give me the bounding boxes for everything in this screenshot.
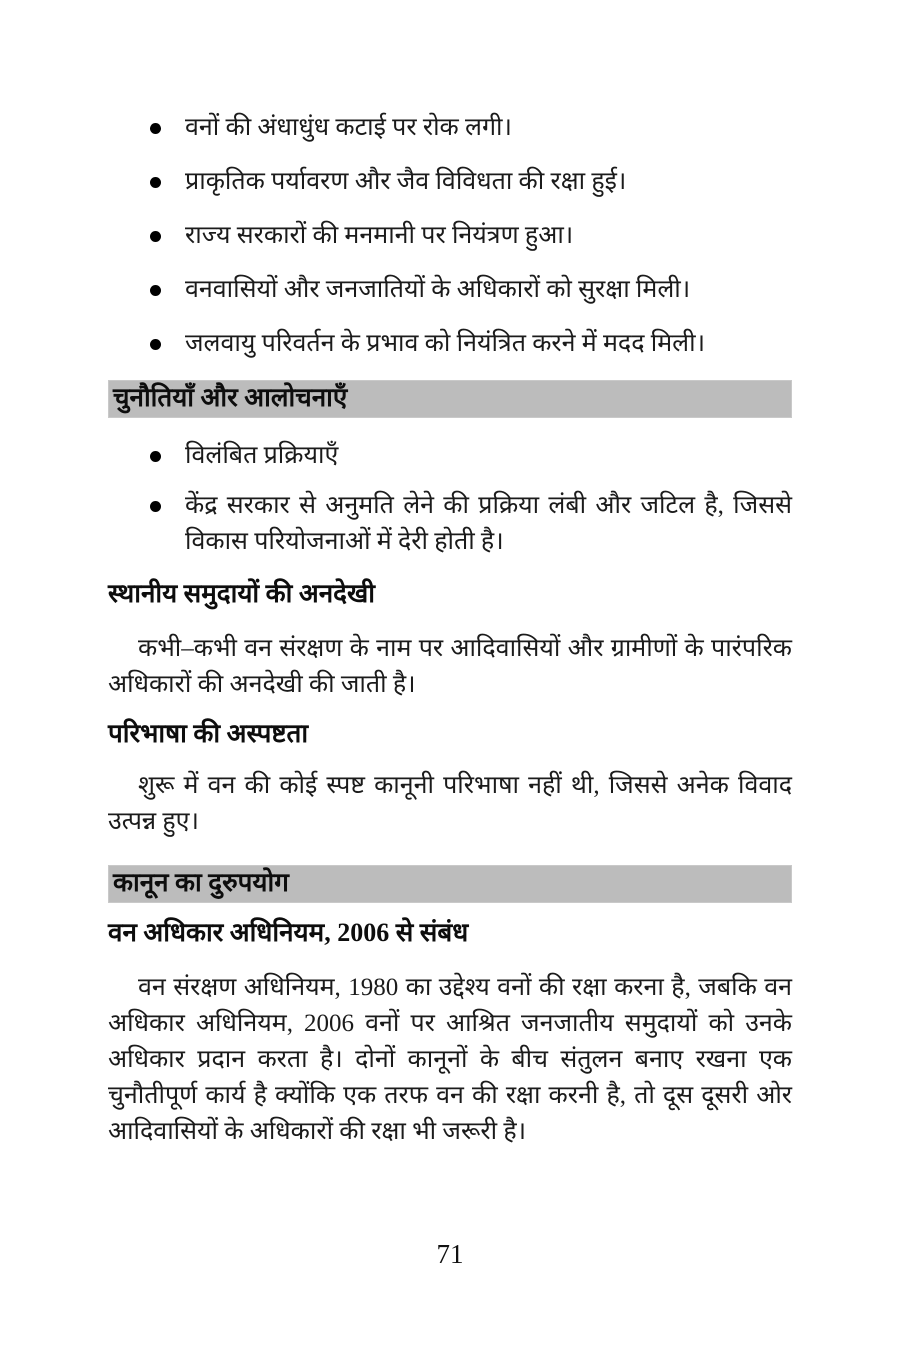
- benefit-bullet: राज्य सरकारों की मनमानी पर नियंत्रण हुआ।: [108, 218, 792, 254]
- para-forest-rights-act: वन संरक्षण अधिनियम, 1980 का उद्देश्य वनों की रक्षा करना है, जबकि वन अधिकार अधिनियम, 2006 वनों पर आश्रित जनजातीय समुदायों को उनके अधिकार प्रदान करता है। दोनों कानूनों के बीच संतुलन बनाए रखना एक चुनौतीपूर्ण कार्य है क्योंकि एक तरफ वन की रक्षा करनी है, तो दूस दूसरी ओर आदिवासियों के अधिकारों की रक्षा भी जरूरी है।: [108, 974, 792, 1145]
- page-content: [108, 0, 792, 1150]
- benefit-bullet: वनवासियों और जनजातियों के अधिकारों को सुरक्षा मिली।: [108, 272, 792, 308]
- benefit-bullet: वनों की अंधाधुंध कटाई पर रोक लगी।: [108, 110, 792, 146]
- benefits-bullet-list: [108, 110, 792, 362]
- challenges-bullet-list: [108, 438, 792, 560]
- challenge-bullet: विलंबित प्रक्रियाएँ: [108, 438, 792, 474]
- para-definition-ambiguity: शुरू में वन की कोई स्पष्ट कानूनी परिभाषा नहीं थी, जिससे अनेक विवाद उत्पन्न हुए।: [108, 772, 792, 835]
- page-number: 71: [436, 1239, 464, 1269]
- challenge-bullet: केंद्र सरकार से अनुमति लेने की प्रक्रिया लंबी और जटिल है, जिससे विकास परियोजनाओं में देरी होती है।: [108, 488, 792, 560]
- heading-forest-rights-act: वन अधिकार अधिनियम, 2006 से संबंध: [108, 918, 469, 947]
- section-title-challenges: चुनौतियाँ और आलोचनाएँ: [108, 380, 792, 418]
- section-title-misuse: कानून का दुरुपयोग: [108, 865, 792, 903]
- heading-local-communities: स्थानीय समुदायों की अनदेखी: [108, 579, 375, 608]
- para-local-communities: कभी–कभी वन संरक्षण के नाम पर आदिवासियों और ग्रामीणों के पारंपरिक अधिकारों की अनदेखी की जाती है।: [108, 635, 792, 698]
- benefit-bullet: प्राकृतिक पर्यावरण और जैव विविधता की रक्षा हुई।: [108, 164, 792, 200]
- heading-definition-ambiguity: परिभाषा की अस्पष्टता: [108, 719, 309, 748]
- benefit-bullet: जलवायु परिवर्तन के प्रभाव को नियंत्रित करने में मदद मिली।: [108, 326, 792, 362]
